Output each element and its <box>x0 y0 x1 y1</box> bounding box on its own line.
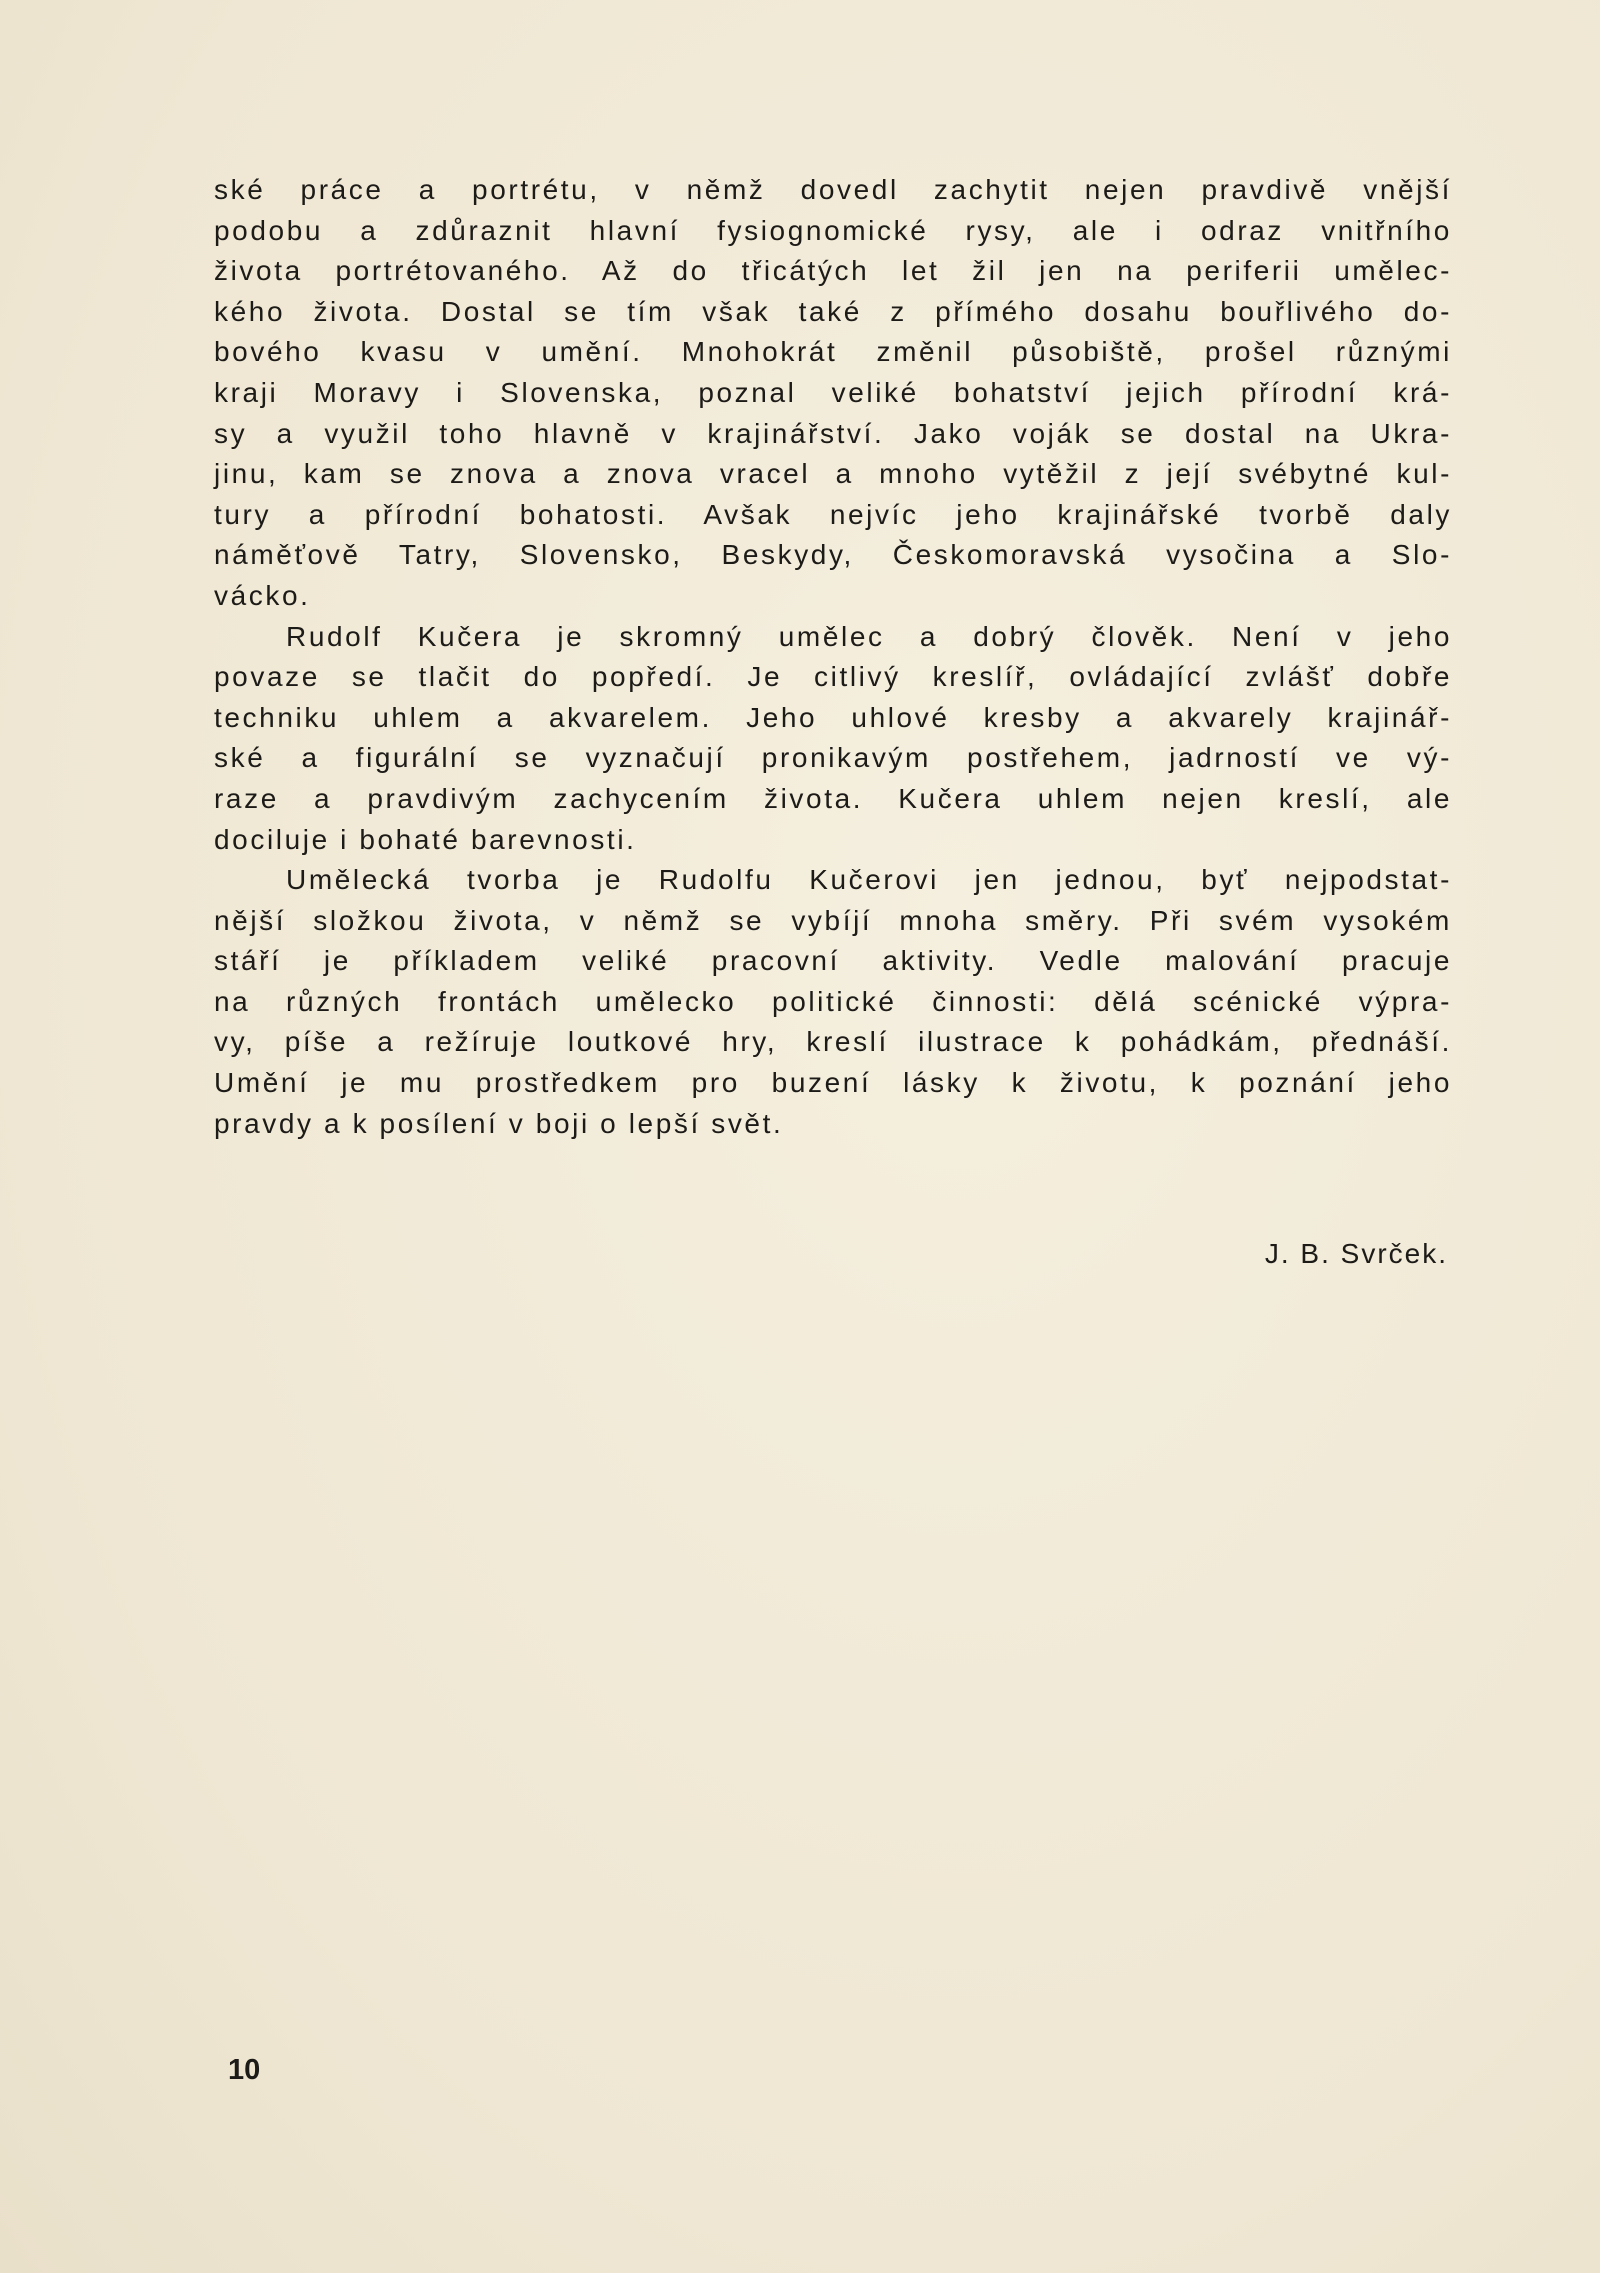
body-text <box>214 170 1452 1144</box>
paragraph <box>214 860 1452 1144</box>
text-line: Rudolf Kučera je skromný umělec a dobrý člověk. Není v jeho <box>286 620 1452 652</box>
text-line: náměťově Tatry, Slovensko, Beskydy, Českomoravská vysočina a Slo- <box>214 539 1452 571</box>
text-line: vácko. <box>214 579 311 611</box>
text-line: sy a využil toho hlavně v krajinářství. Jako voják se dostal na Ukra- <box>214 417 1452 449</box>
text-line: kého života. Dostal se tím však také z přímého dosahu bouřlivého do- <box>214 295 1452 327</box>
text-line: Umění je mu prostředkem pro buzení lásky k životu, k poznání jeho <box>214 1067 1452 1099</box>
text-line: stáří je příkladem veliké pracovní aktivity. Vedle malování pracuje <box>214 945 1452 977</box>
page-number: 10 <box>228 2054 261 2086</box>
text-line: povaze se tlačit do popředí. Je citlivý kreslíř, ovládající zvlášť dobře <box>214 661 1452 693</box>
text-line: nější složkou života, v němž se vybíjí mnoha směry. Při svém vysokém <box>214 904 1452 936</box>
text-line: techniku uhlem a akvarelem. Jeho uhlové kresby a akvarely krajinář- <box>214 701 1452 733</box>
text-line: podobu a zdůraznit hlavní fysiognomické rysy, ale i odraz vnitřního <box>214 214 1452 246</box>
text-line: na různých frontách umělecko politické činnosti: dělá scénické výpra- <box>214 985 1452 1017</box>
text-line: života portrétovaného. Až do třicátých let žil jen na periferii umělec- <box>214 255 1452 287</box>
text-line: ské práce a portrétu, v němž dovedl zachytit nejen pravdivě vnější <box>214 174 1452 205</box>
author-signature: J. B. Svrček. <box>1264 1238 1448 1269</box>
text-line: tury a přírodní bohatosti. Avšak nejvíc jeho krajinářské tvorbě daly <box>214 498 1452 530</box>
text-line: raze a pravdivým zachycením života. Kučera uhlem nejen kreslí, ale <box>214 782 1452 814</box>
text-line: dociluje i bohaté barevnosti. <box>214 823 637 855</box>
text-line: pravdy a k posílení v boji o lepší svět. <box>214 1107 784 1139</box>
text-line: vy, píše a režíruje loutkové hry, kreslí ilustrace k pohádkám, přednáší. <box>214 1026 1452 1058</box>
paragraph <box>214 170 1452 617</box>
text-line: kraji Moravy i Slovenska, poznal veliké bohatství jejich přírodní krá- <box>214 376 1452 408</box>
text-line: Umělecká tvorba je Rudolfu Kučerovi jen jednou, byť nejpodstat- <box>286 864 1452 896</box>
text-line: ské a figurální se vyznačují pronikavým postřehem, jadrností ve vý- <box>214 742 1452 774</box>
paragraph <box>214 617 1452 861</box>
text-line: bového kvasu v umění. Mnohokrát změnil působiště, prošel různými <box>214 336 1452 368</box>
text-line: jinu, kam se znova a znova vracel a mnoho vytěžil z její svébytné kul- <box>214 458 1452 490</box>
